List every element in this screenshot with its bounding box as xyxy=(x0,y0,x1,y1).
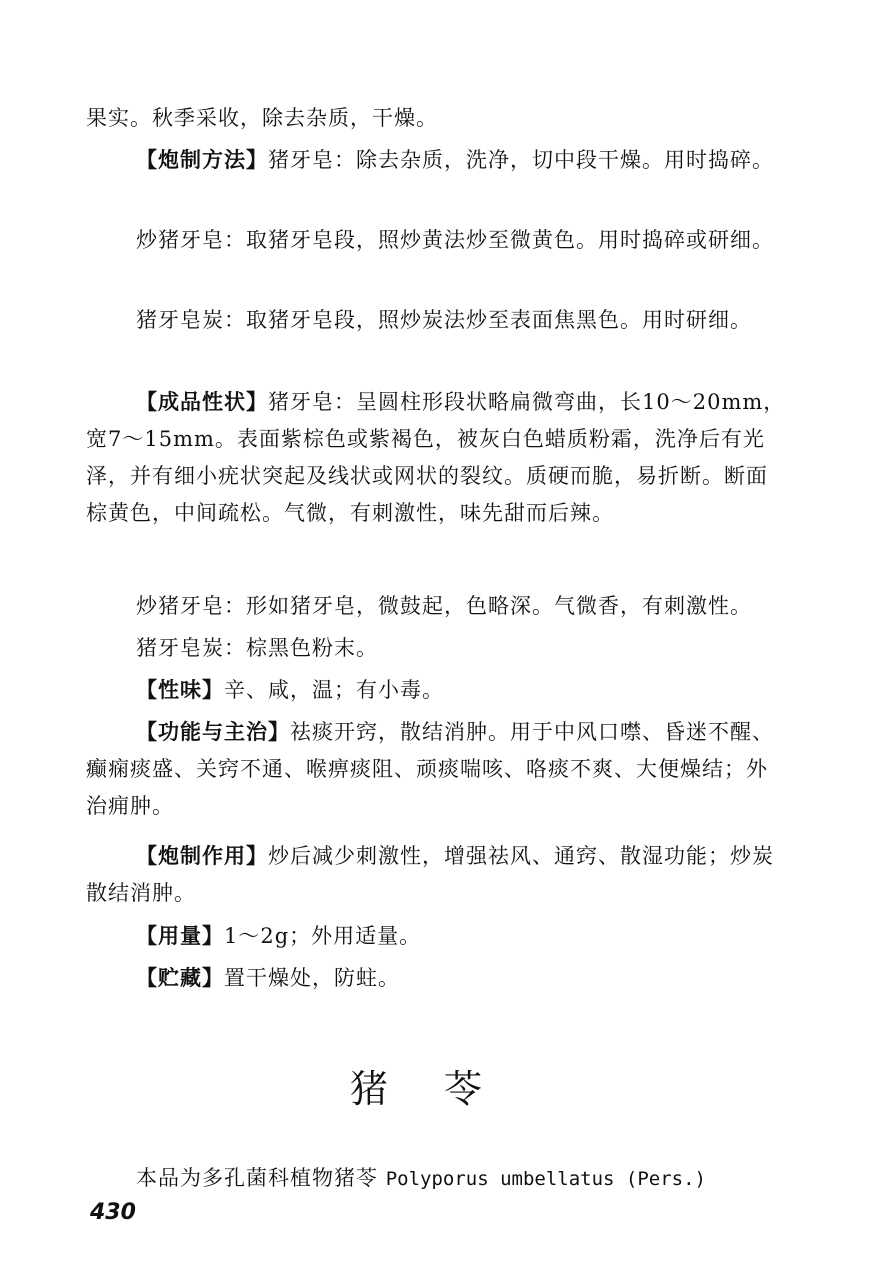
paragraph-product-characteristics xyxy=(86,384,786,532)
paragraph-text: 祛痰开窍，散结消肿。用于中风口噤、昏迷不醒、癫痫痰盛、关窍不通、喉痹痰阻、顽痰喘咳、咯痰不爽、大便燥结；外治痈肿。 xyxy=(86,720,774,818)
paragraph-text: 果实。秋季采收，除去杂质，干燥。 xyxy=(86,106,438,130)
paragraph-functions-indications xyxy=(86,714,786,825)
section-tag: 【成品性状】 xyxy=(136,390,268,414)
section-tag: 【用量】 xyxy=(136,924,224,948)
paragraph-fried xyxy=(86,222,786,259)
section-tag: 【性味】 xyxy=(136,678,224,702)
latin-name: Polyporus umbellatus (Pers.) xyxy=(385,1168,706,1190)
paragraph-text: 辛、咸，温；有小毒。 xyxy=(224,678,444,702)
paragraph-text: 猪牙皂炭：取猪牙皂段，照炒炭法炒至表面焦黑色。用时研细。 xyxy=(136,308,752,332)
paragraph-harvest xyxy=(86,100,786,137)
section-tag: 【功能与主治】 xyxy=(136,720,290,744)
section-tag: 【贮藏】 xyxy=(136,966,224,990)
paragraph-text: 1～2g；外用适量。 xyxy=(224,924,422,948)
paragraph-dosage xyxy=(86,918,786,955)
paragraph-processing-effect xyxy=(86,838,786,912)
paragraph-text: 炒猪牙皂：取猪牙皂段，照炒黄法炒至微黄色。用时捣碎或研细。 xyxy=(136,228,774,252)
section-tag: 【炮制方法】 xyxy=(136,148,268,172)
paragraph-charred xyxy=(86,302,786,339)
section-heading: 猪苓 xyxy=(349,1067,538,1111)
paragraph-processing-method xyxy=(86,142,786,179)
paragraph-text: 猪牙皂炭：棕黑色粉末。 xyxy=(136,636,378,660)
paragraph-text: 炒后减少刺激性，增强祛风、通窍、散湿功能；炒炭散结消肿。 xyxy=(86,844,774,905)
paragraph-charred-characteristics xyxy=(86,630,786,667)
paragraph-text: 猪牙皂：呈圆柱形段状略扁微弯曲，长10～20mm，宽7～15mm。表面紫棕色或紫褐色，被灰白色蜡质粉霜，洗净后有光泽，并有细小疣状突起及线状或网状的裂纹。质硬而脆，易折断。断面棕黄色，中间疏松。气微，有刺激性，味先甜而后辣。 xyxy=(86,390,786,525)
paragraph-text: 炒猪牙皂：形如猪牙皂，微鼓起，色略深。气微香，有刺激性。 xyxy=(136,594,752,618)
paragraph-nature-flavor xyxy=(86,672,786,709)
paragraph-fried-characteristics xyxy=(86,588,786,625)
paragraph-intro xyxy=(86,1160,786,1198)
page-number: 430 xyxy=(90,1200,136,1225)
section-tag: 【炮制作用】 xyxy=(136,844,268,868)
intro-text: 本品为多孔菌科植物猪苓 xyxy=(136,1166,378,1190)
paragraph-text: 置干燥处，防蛀。 xyxy=(224,966,400,990)
paragraph-storage xyxy=(86,960,786,997)
paragraph-text: 猪牙皂：除去杂质，洗净，切中段干燥。用时捣碎。 xyxy=(268,148,774,172)
